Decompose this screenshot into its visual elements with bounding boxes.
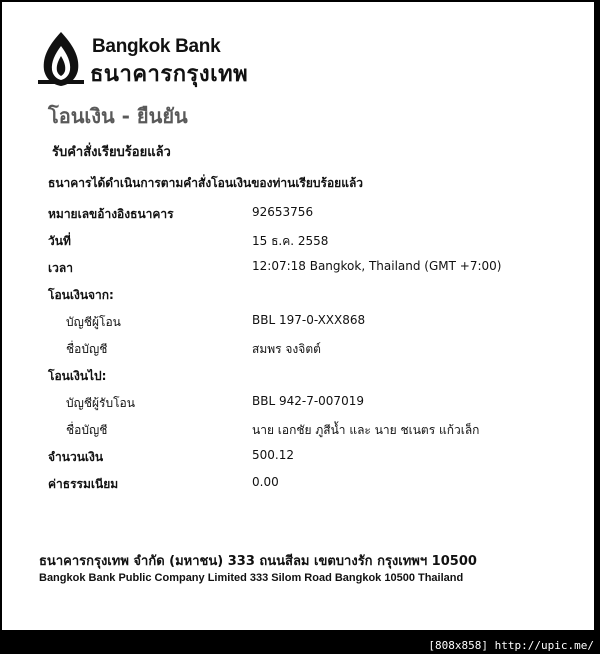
fee-label: ค่าธรรมเนียม bbox=[48, 477, 119, 491]
lotus-logo-icon bbox=[36, 30, 86, 88]
from-name-label: ชื่อบัญชี bbox=[66, 342, 108, 356]
brand-name-th: ธนาคารกรุงเทพ bbox=[90, 62, 249, 87]
page-subtitle: รับคำสั่งเรียบร้อยแล้ว bbox=[52, 145, 171, 160]
from-account-label: บัญชีผู้โอน bbox=[66, 315, 121, 329]
from-account-row bbox=[2, 313, 598, 331]
to-name-value: นาย เอกชัย ภูสีน้ำ และ นาย ชเนตร แก้วเล็ก bbox=[252, 423, 480, 437]
from-name-row bbox=[2, 340, 598, 358]
image-host-credit: [808x858] http://upic.me/ bbox=[428, 639, 594, 652]
transfer-from-heading-row bbox=[2, 286, 598, 304]
to-name-row bbox=[2, 421, 598, 439]
to-account-value: BBL 942-7-007019 bbox=[252, 394, 364, 408]
to-name-label: ชื่อบัญชี bbox=[66, 423, 108, 437]
footer-address-th: ธนาคารกรุงเทพ จำกัด (มหาชน) 333 ถนนสีลม เขตบางรัก กรุงเทพฯ 10500 bbox=[39, 554, 477, 569]
amount-label: จำนวนเงิน bbox=[48, 450, 104, 464]
fee-value: 0.00 bbox=[252, 475, 279, 489]
from-name-value: สมพร จงจิตต์ bbox=[252, 342, 321, 356]
page-title: โอนเงิน - ยืนยัน bbox=[48, 104, 188, 128]
transfer-to-heading: โอนเงินไป: bbox=[48, 369, 107, 383]
to-account-label: บัญชีผู้รับโอน bbox=[66, 396, 135, 410]
date-row bbox=[2, 232, 598, 250]
footer-address-en: Bangkok Bank Public Company Limited 333 Silom Road Bangkok 10500 Thailand bbox=[39, 572, 464, 584]
time-row bbox=[2, 259, 598, 277]
transfer-from-heading: โอนเงินจาก: bbox=[48, 288, 114, 302]
to-account-row bbox=[2, 394, 598, 412]
date-value: 15 ธ.ค. 2558 bbox=[252, 234, 329, 248]
time-label: เวลา bbox=[48, 261, 73, 275]
fee-row bbox=[2, 475, 598, 493]
reference-label: หมายเลขอ้างอิงธนาคาร bbox=[48, 207, 174, 221]
brand-name-en: Bangkok Bank bbox=[92, 36, 221, 57]
transfer-to-heading-row bbox=[2, 367, 598, 385]
time-value: 12:07:18 Bangkok, Thailand (GMT +7:00) bbox=[252, 259, 502, 273]
reference-row bbox=[2, 205, 598, 223]
status-notice: ธนาคารได้ดำเนินการตามคำสั่งโอนเงินของท่านเรียบร้อยแล้ว bbox=[48, 176, 364, 190]
date-label: วันที่ bbox=[48, 234, 71, 248]
from-account-value: BBL 197-0-XXX868 bbox=[252, 313, 366, 327]
amount-row bbox=[2, 448, 598, 466]
reference-value: 92653756 bbox=[252, 205, 314, 219]
amount-value: 500.12 bbox=[252, 448, 294, 462]
